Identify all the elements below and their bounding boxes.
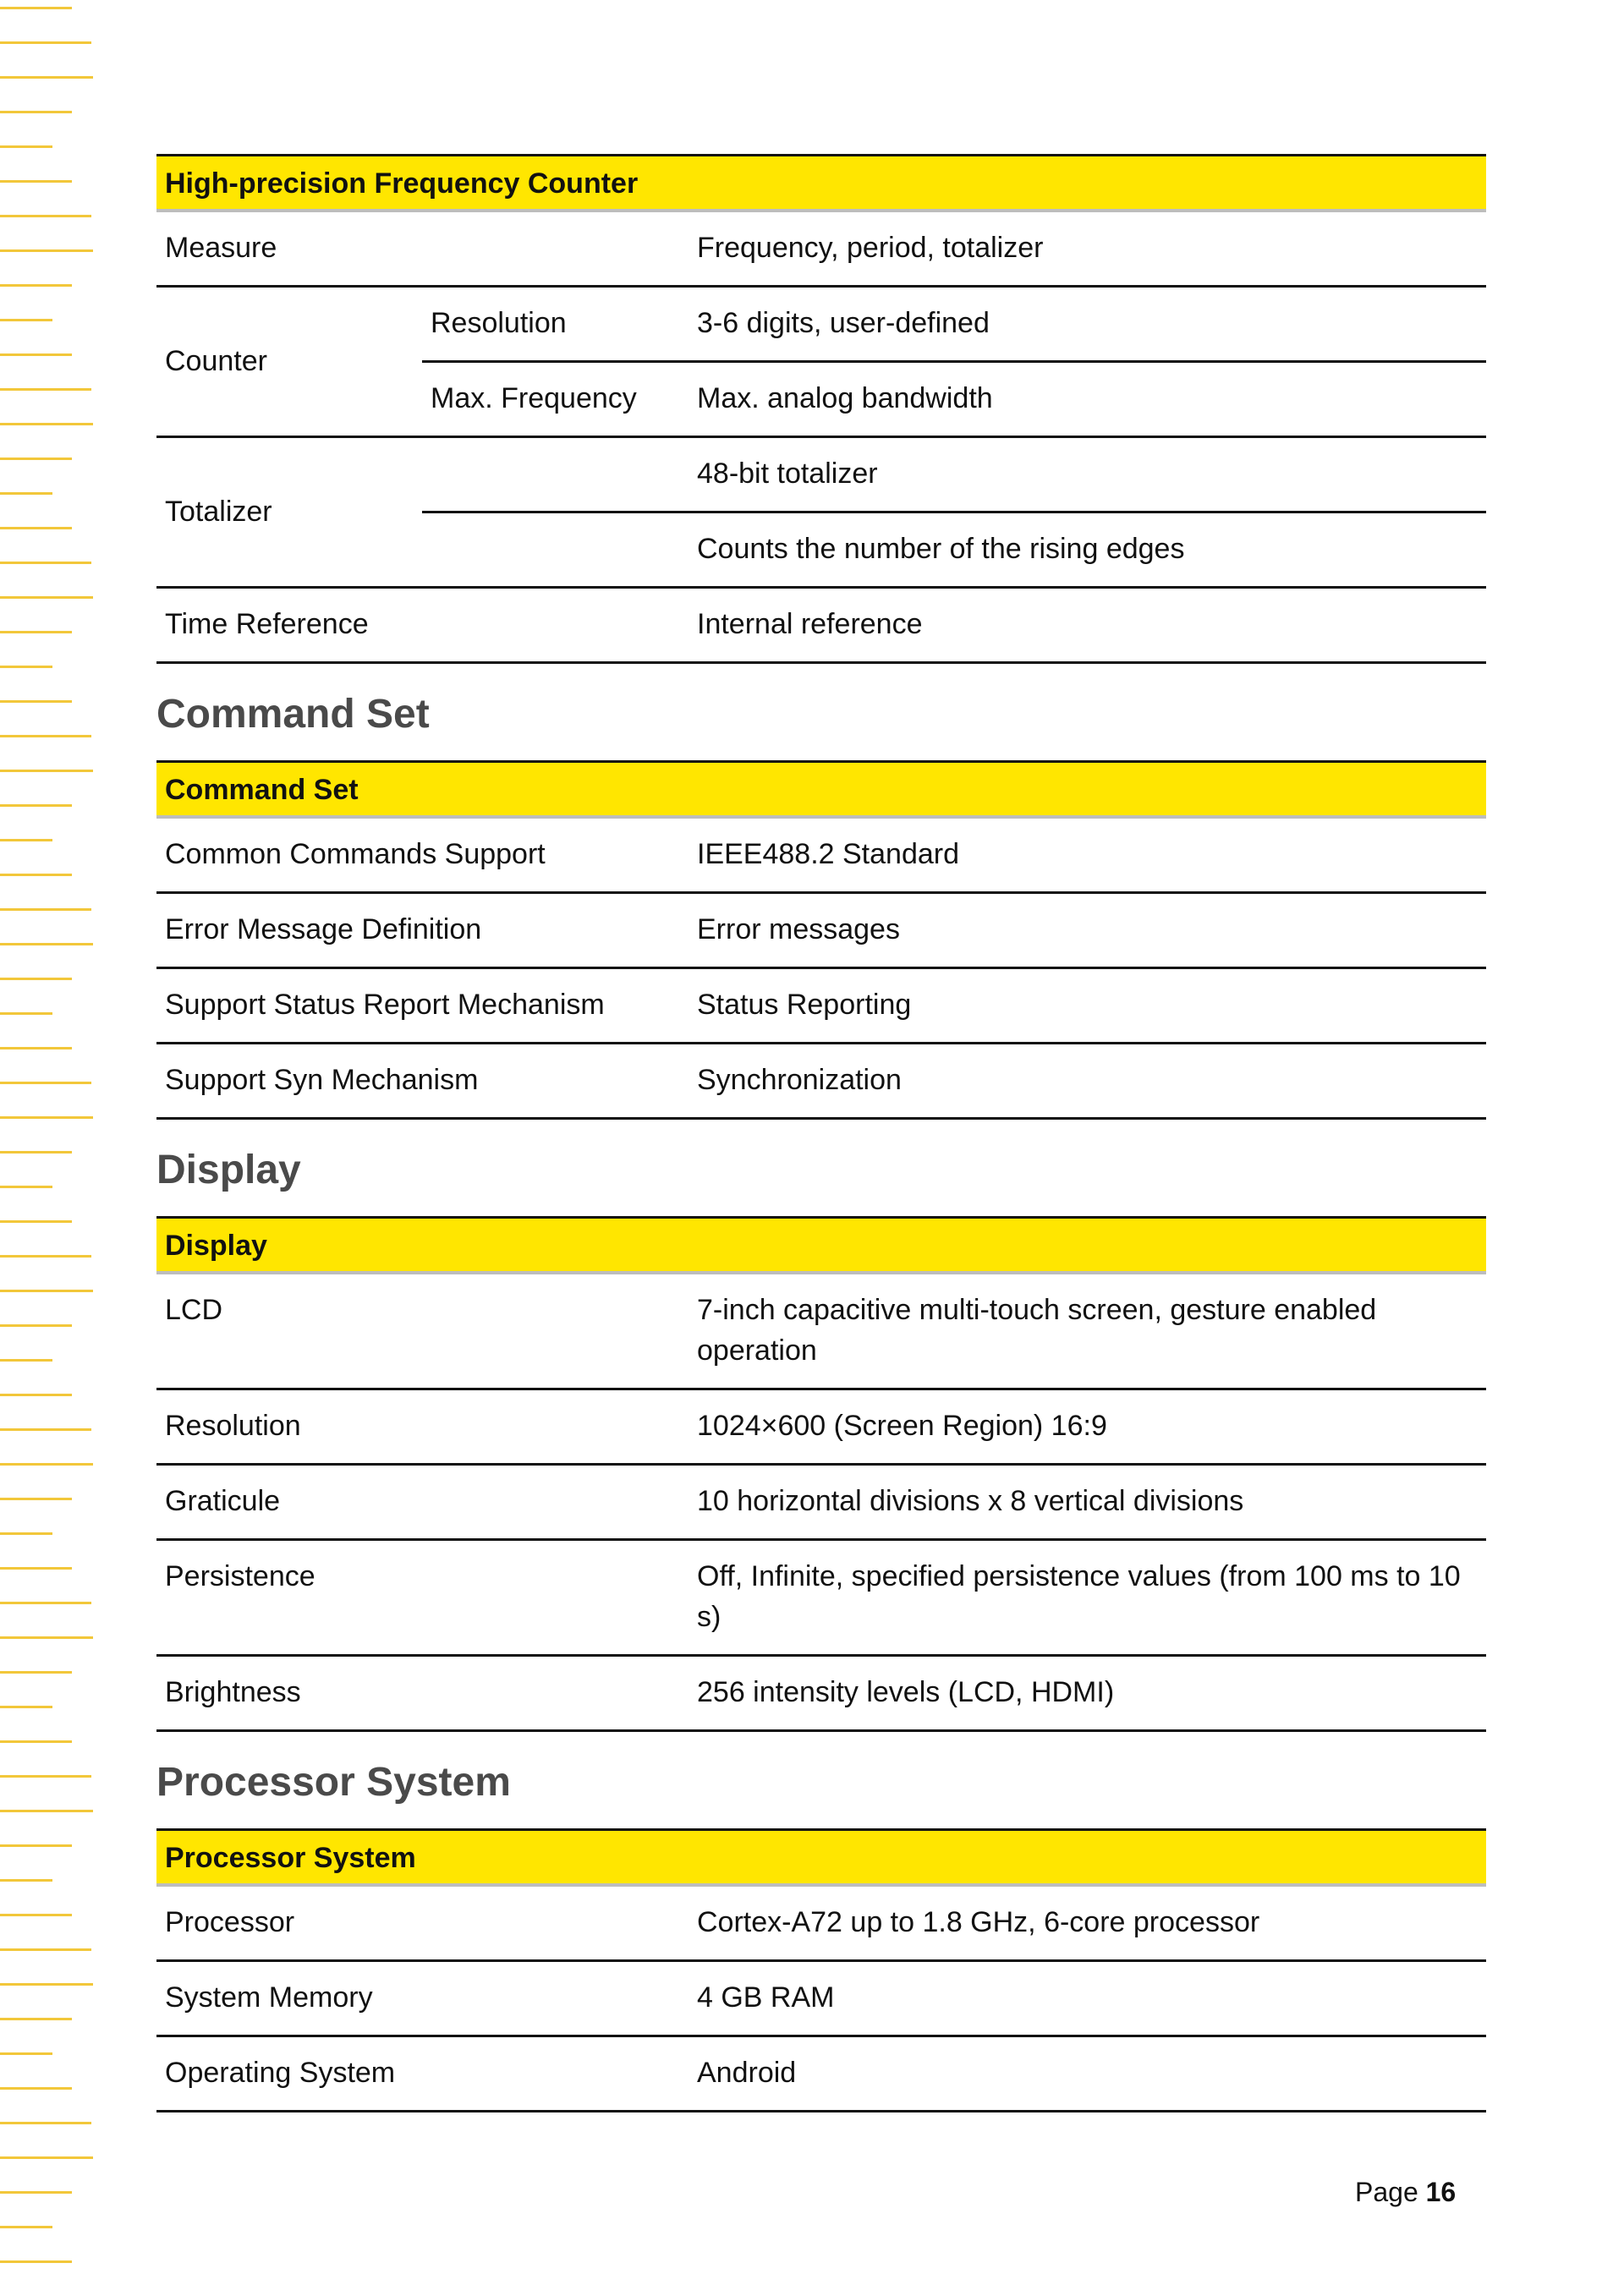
margin-line	[0, 562, 91, 564]
table-row	[156, 1885, 1486, 1961]
row-label: System Memory	[156, 1961, 689, 2036]
margin-line	[0, 770, 93, 772]
margin-line	[0, 804, 72, 807]
margin-line	[0, 1012, 52, 1015]
table-row	[156, 287, 1486, 362]
measure-value: Frequency, period, totalizer	[689, 211, 1486, 287]
row-label: Support Syn Mechanism	[156, 1044, 689, 1119]
margin-line	[0, 319, 52, 321]
row-label: Graticule	[156, 1465, 689, 1540]
margin-line	[0, 1948, 91, 1951]
row-value: Error messages	[689, 893, 1486, 968]
table-row	[156, 1540, 1486, 1656]
margin-line	[0, 527, 72, 529]
processor-system-heading: Processor System	[156, 1760, 511, 1805]
margin-line	[0, 1532, 52, 1535]
table-header-row	[156, 1218, 1486, 1274]
row-value: 4 GB RAM	[689, 1961, 1486, 2036]
max-frequency-value: Max. analog bandwidth	[689, 362, 1486, 437]
margin-line	[0, 1740, 72, 1743]
table-row	[156, 1389, 1486, 1465]
margin-line	[0, 2156, 93, 2159]
margin-line	[0, 1220, 72, 1223]
margin-line	[0, 1428, 91, 1431]
table-row	[156, 2036, 1486, 2112]
margin-line	[0, 388, 91, 391]
row-label: Resolution	[156, 1389, 689, 1465]
margin-line	[0, 1775, 91, 1778]
margin-line	[0, 631, 72, 633]
row-label: Error Message Definition	[156, 893, 689, 968]
row-value: Status Reporting	[689, 968, 1486, 1044]
table-row	[156, 817, 1486, 893]
margin-line	[0, 596, 93, 599]
command-set-table	[156, 760, 1486, 1120]
margin-line	[0, 1116, 93, 1119]
margin-line	[0, 1255, 91, 1258]
table-row	[156, 1273, 1486, 1389]
margin-line	[0, 1498, 72, 1500]
margin-line	[0, 492, 52, 495]
totalizer-empty-cell	[422, 437, 689, 512]
time-reference-label: Time Reference	[156, 588, 689, 663]
table-row	[156, 437, 1486, 512]
measure-label: Measure	[156, 211, 689, 287]
row-label: Brightness	[156, 1656, 689, 1731]
margin-line	[0, 1151, 72, 1153]
processor-system-table	[156, 1828, 1486, 2112]
counter-label: Counter	[156, 287, 422, 437]
margin-line	[0, 735, 91, 737]
margin-line	[0, 1879, 52, 1882]
row-value: 256 intensity levels (LCD, HDMI)	[689, 1656, 1486, 1731]
margin-line	[0, 284, 72, 287]
margin-line	[0, 76, 93, 79]
max-frequency-label: Max. Frequency	[422, 362, 689, 437]
margin-line	[0, 2191, 72, 2194]
table-row	[156, 1044, 1486, 1119]
row-value: 7-inch capacitive multi-touch screen, gesture enabled operation	[689, 1273, 1486, 1389]
margin-line	[0, 2052, 52, 2055]
display-title: Display	[156, 1218, 1486, 1274]
row-label: Processor	[156, 1885, 689, 1961]
row-value: Cortex-A72 up to 1.8 GHz, 6-core processor	[689, 1885, 1486, 1961]
row-value: Android	[689, 2036, 1486, 2112]
margin-line	[0, 1186, 52, 1188]
table-row	[156, 588, 1486, 663]
table-row	[156, 1465, 1486, 1540]
row-label: LCD	[156, 1273, 689, 1389]
margin-line	[0, 1463, 93, 1466]
processor-system-title: Processor System	[156, 1830, 1486, 1886]
margin-line	[0, 1082, 91, 1084]
margin-line	[0, 1394, 72, 1396]
margin-line	[0, 1844, 72, 1847]
margin-line	[0, 353, 72, 356]
row-value: Synchronization	[689, 1044, 1486, 1119]
margin-line	[0, 1671, 72, 1674]
margin-line	[0, 908, 91, 911]
margin-line	[0, 943, 93, 945]
margin-line	[0, 2122, 91, 2124]
table-row	[156, 893, 1486, 968]
totalizer-label: Totalizer	[156, 437, 422, 588]
row-value: 1024×600 (Screen Region) 16:9	[689, 1389, 1486, 1465]
margin-line	[0, 145, 52, 148]
margin-line	[0, 1914, 72, 1916]
table-header-row	[156, 762, 1486, 818]
margin-line	[0, 1706, 52, 1708]
display-heading: Display	[156, 1148, 301, 1192]
row-value: 10 horizontal divisions x 8 vertical divisions	[689, 1465, 1486, 1540]
margin-line	[0, 423, 93, 425]
margin-line	[0, 978, 72, 980]
margin-line	[0, 1810, 93, 1812]
margin-line	[0, 2260, 72, 2263]
totalizer-value-2: Counts the number of the rising edges	[689, 512, 1486, 588]
command-set-heading: Command Set	[156, 692, 430, 737]
page-label: Page	[1355, 2177, 1418, 2207]
table-row	[156, 211, 1486, 287]
margin-line	[0, 41, 91, 44]
margin-line	[0, 2226, 52, 2228]
page-number-value: 16	[1425, 2177, 1457, 2207]
margin-line	[0, 1290, 93, 1292]
row-value: IEEE488.2 Standard	[689, 817, 1486, 893]
margin-line	[0, 1983, 93, 1986]
margin-line	[0, 700, 72, 703]
margin-line	[0, 874, 72, 876]
margin-line	[0, 1324, 72, 1327]
margin-line	[0, 458, 72, 460]
time-reference-value: Internal reference	[689, 588, 1486, 663]
margin-line	[0, 1359, 52, 1362]
display-table	[156, 1216, 1486, 1732]
table-row	[156, 1961, 1486, 2036]
margin-line	[0, 1636, 93, 1639]
margin-line	[0, 2087, 72, 2090]
resolution-label: Resolution	[422, 287, 689, 362]
margin-line	[0, 1602, 91, 1604]
page-number	[1355, 2177, 1456, 2208]
table-header-row	[156, 156, 1486, 211]
margin-line	[0, 7, 72, 9]
row-value: Off, Infinite, specified persistence values (from 100 ms to 10 s)	[689, 1540, 1486, 1656]
resolution-value: 3-6 digits, user-defined	[689, 287, 1486, 362]
margin-decoration	[0, 0, 102, 2296]
row-label: Support Status Report Mechanism	[156, 968, 689, 1044]
margin-line	[0, 1567, 72, 1570]
table-header-row	[156, 1830, 1486, 1886]
margin-line	[0, 249, 93, 252]
freq-counter-table	[156, 154, 1486, 664]
table-row	[156, 968, 1486, 1044]
row-label: Operating System	[156, 2036, 689, 2112]
margin-line	[0, 215, 91, 217]
margin-line	[0, 1047, 72, 1049]
totalizer-empty-cell	[422, 512, 689, 588]
margin-line	[0, 666, 52, 668]
table-row	[156, 1656, 1486, 1731]
margin-line	[0, 180, 72, 183]
row-label: Common Commands Support	[156, 817, 689, 893]
margin-line	[0, 2018, 72, 2020]
margin-line	[0, 111, 72, 113]
spec-content	[156, 154, 1486, 2112]
freq-counter-title: High-precision Frequency Counter	[156, 156, 1486, 211]
margin-line	[0, 839, 52, 841]
command-set-title: Command Set	[156, 762, 1486, 818]
row-label: Persistence	[156, 1540, 689, 1656]
totalizer-value-1: 48-bit totalizer	[689, 437, 1486, 512]
